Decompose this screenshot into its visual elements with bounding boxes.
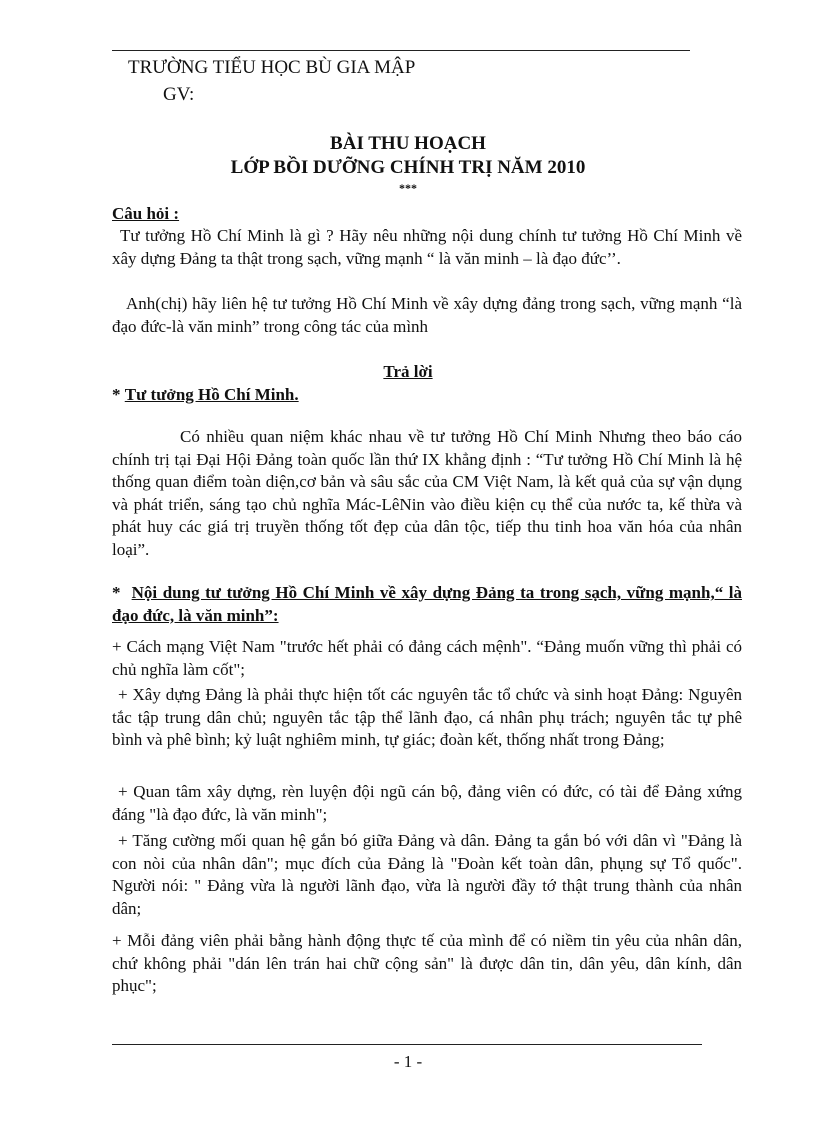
content-item — [112, 684, 742, 752]
document-subtitle: LỚP BỒI DƯỠNG CHÍNH TRỊ NĂM 2010 — [230, 157, 586, 178]
section1-heading — [112, 385, 299, 405]
question-label: Câu hỏi : — [112, 204, 180, 223]
question-text-1: Tư tưởng Hồ Chí Minh là gì ? Hãy nêu những nội dung chính tư tưởng Hồ Chí Minh về xây dựng Đảng ta thật trong sạch, vững mạnh “ là văn minh – là đạo đức’’. — [112, 226, 742, 268]
section1-paragraph — [112, 426, 742, 561]
section1-bullet: * — [112, 385, 121, 404]
section1-text: Có nhiều quan niệm khác nhau về tư tưởng Hồ Chí Minh Nhưng theo báo cáo chính trị tại Đại Hội Đảng toàn quốc lần thứ IX khẳng định : “Tư tưởng Hồ Chí Minh là hệ thống quan điểm toàn diện,cơ bản và sâu sắc của CM Việt Nam, là kết quả của sự vận dụng và phát triển, sáng tạo chủ nghĩa Mác-LêNin vào điều kiện cụ thể của nước ta, kế thừa và phát huy các giá trị truyền thống tốt đẹp của dân tộc, tiếp thu tinh hoa văn hóa của nhân loại”. — [112, 427, 742, 559]
question-paragraph-1 — [112, 225, 742, 270]
content-item — [112, 636, 742, 681]
content-item-text: + Cách mạng Việt Nam "trước hết phải có đảng cách mệnh". “Đảng muốn vững thì phải có chủ nghĩa làm cốt"; — [112, 637, 742, 679]
content-item-text: + Quan tâm xây dựng, rèn luyện đội ngũ cán bộ, đảng viên có đức, có tài để Đảng xứng đáng "là đạo đức, là văn minh"; — [112, 782, 742, 824]
section2-heading — [112, 582, 742, 627]
footer-rule — [112, 1044, 702, 1045]
question-paragraph-2 — [112, 293, 742, 338]
content-item-text: + Tăng cường mối quan hệ gắn bó giữa Đảng và dân. Đảng ta gắn bó với dân vì "Đảng là con nòi của nhân dân"; mục đích của Đảng là "Đoàn kết toàn dân, phụng sự Tổ quốc". Người nói: " Đảng vừa là người lãnh đạo, vừa là người đầy tớ thật trung thành của nhân dân; — [112, 831, 742, 918]
header-rule — [112, 50, 690, 51]
content-item — [112, 830, 742, 920]
section1-title: Tư tưởng Hồ Chí Minh. — [124, 385, 299, 404]
page-number: - 1 - — [393, 1052, 423, 1071]
content-item-text: + Mỗi đảng viên phải bằng hành động thực tế của mình để có niềm tin yêu của nhân dân, chứ không phải "dán lên trán hai chữ cộng sản" là được dân tin, dân yêu, dân kính, dân phục"; — [112, 931, 742, 995]
section2-bullet: * — [112, 583, 121, 602]
content-item — [112, 930, 742, 998]
content-item-text: + Xây dựng Đảng là phải thực hiện tốt các nguyên tắc tổ chức và sinh hoạt Đảng: Nguyên tắc tập trung dân chủ; nguyên tắc tập thể lãnh đạo, cá nhân phụ trách; nguyên tắc tự phê bình và phê bình; kỷ luật nghiêm minh, tự giác; đoàn kết, thống nhất trong Đảng; — [112, 685, 742, 749]
section2-title: Nội dung tư tưởng Hồ Chí Minh về xây dựng Đảng ta trong sạch, vững mạnh,“ là đạo đức, là văn minh”: — [112, 583, 743, 625]
school-name: TRƯỜNG TIỂU HỌC BÙ GIA MẬP — [128, 57, 416, 78]
document-title: BÀI THU HOẠCH — [330, 133, 486, 154]
teacher-label: GV: — [163, 84, 195, 105]
answer-heading: Trả lời — [383, 362, 433, 381]
question-text-2: Anh(chị) hãy liên hệ tư tưởng Hồ Chí Minh về xây dựng đảng trong sạch, vững mạnh “là đạo đức-là văn minh” trong công tác của mình — [112, 294, 742, 336]
content-item — [112, 781, 742, 826]
title-stars: *** — [399, 181, 417, 195]
